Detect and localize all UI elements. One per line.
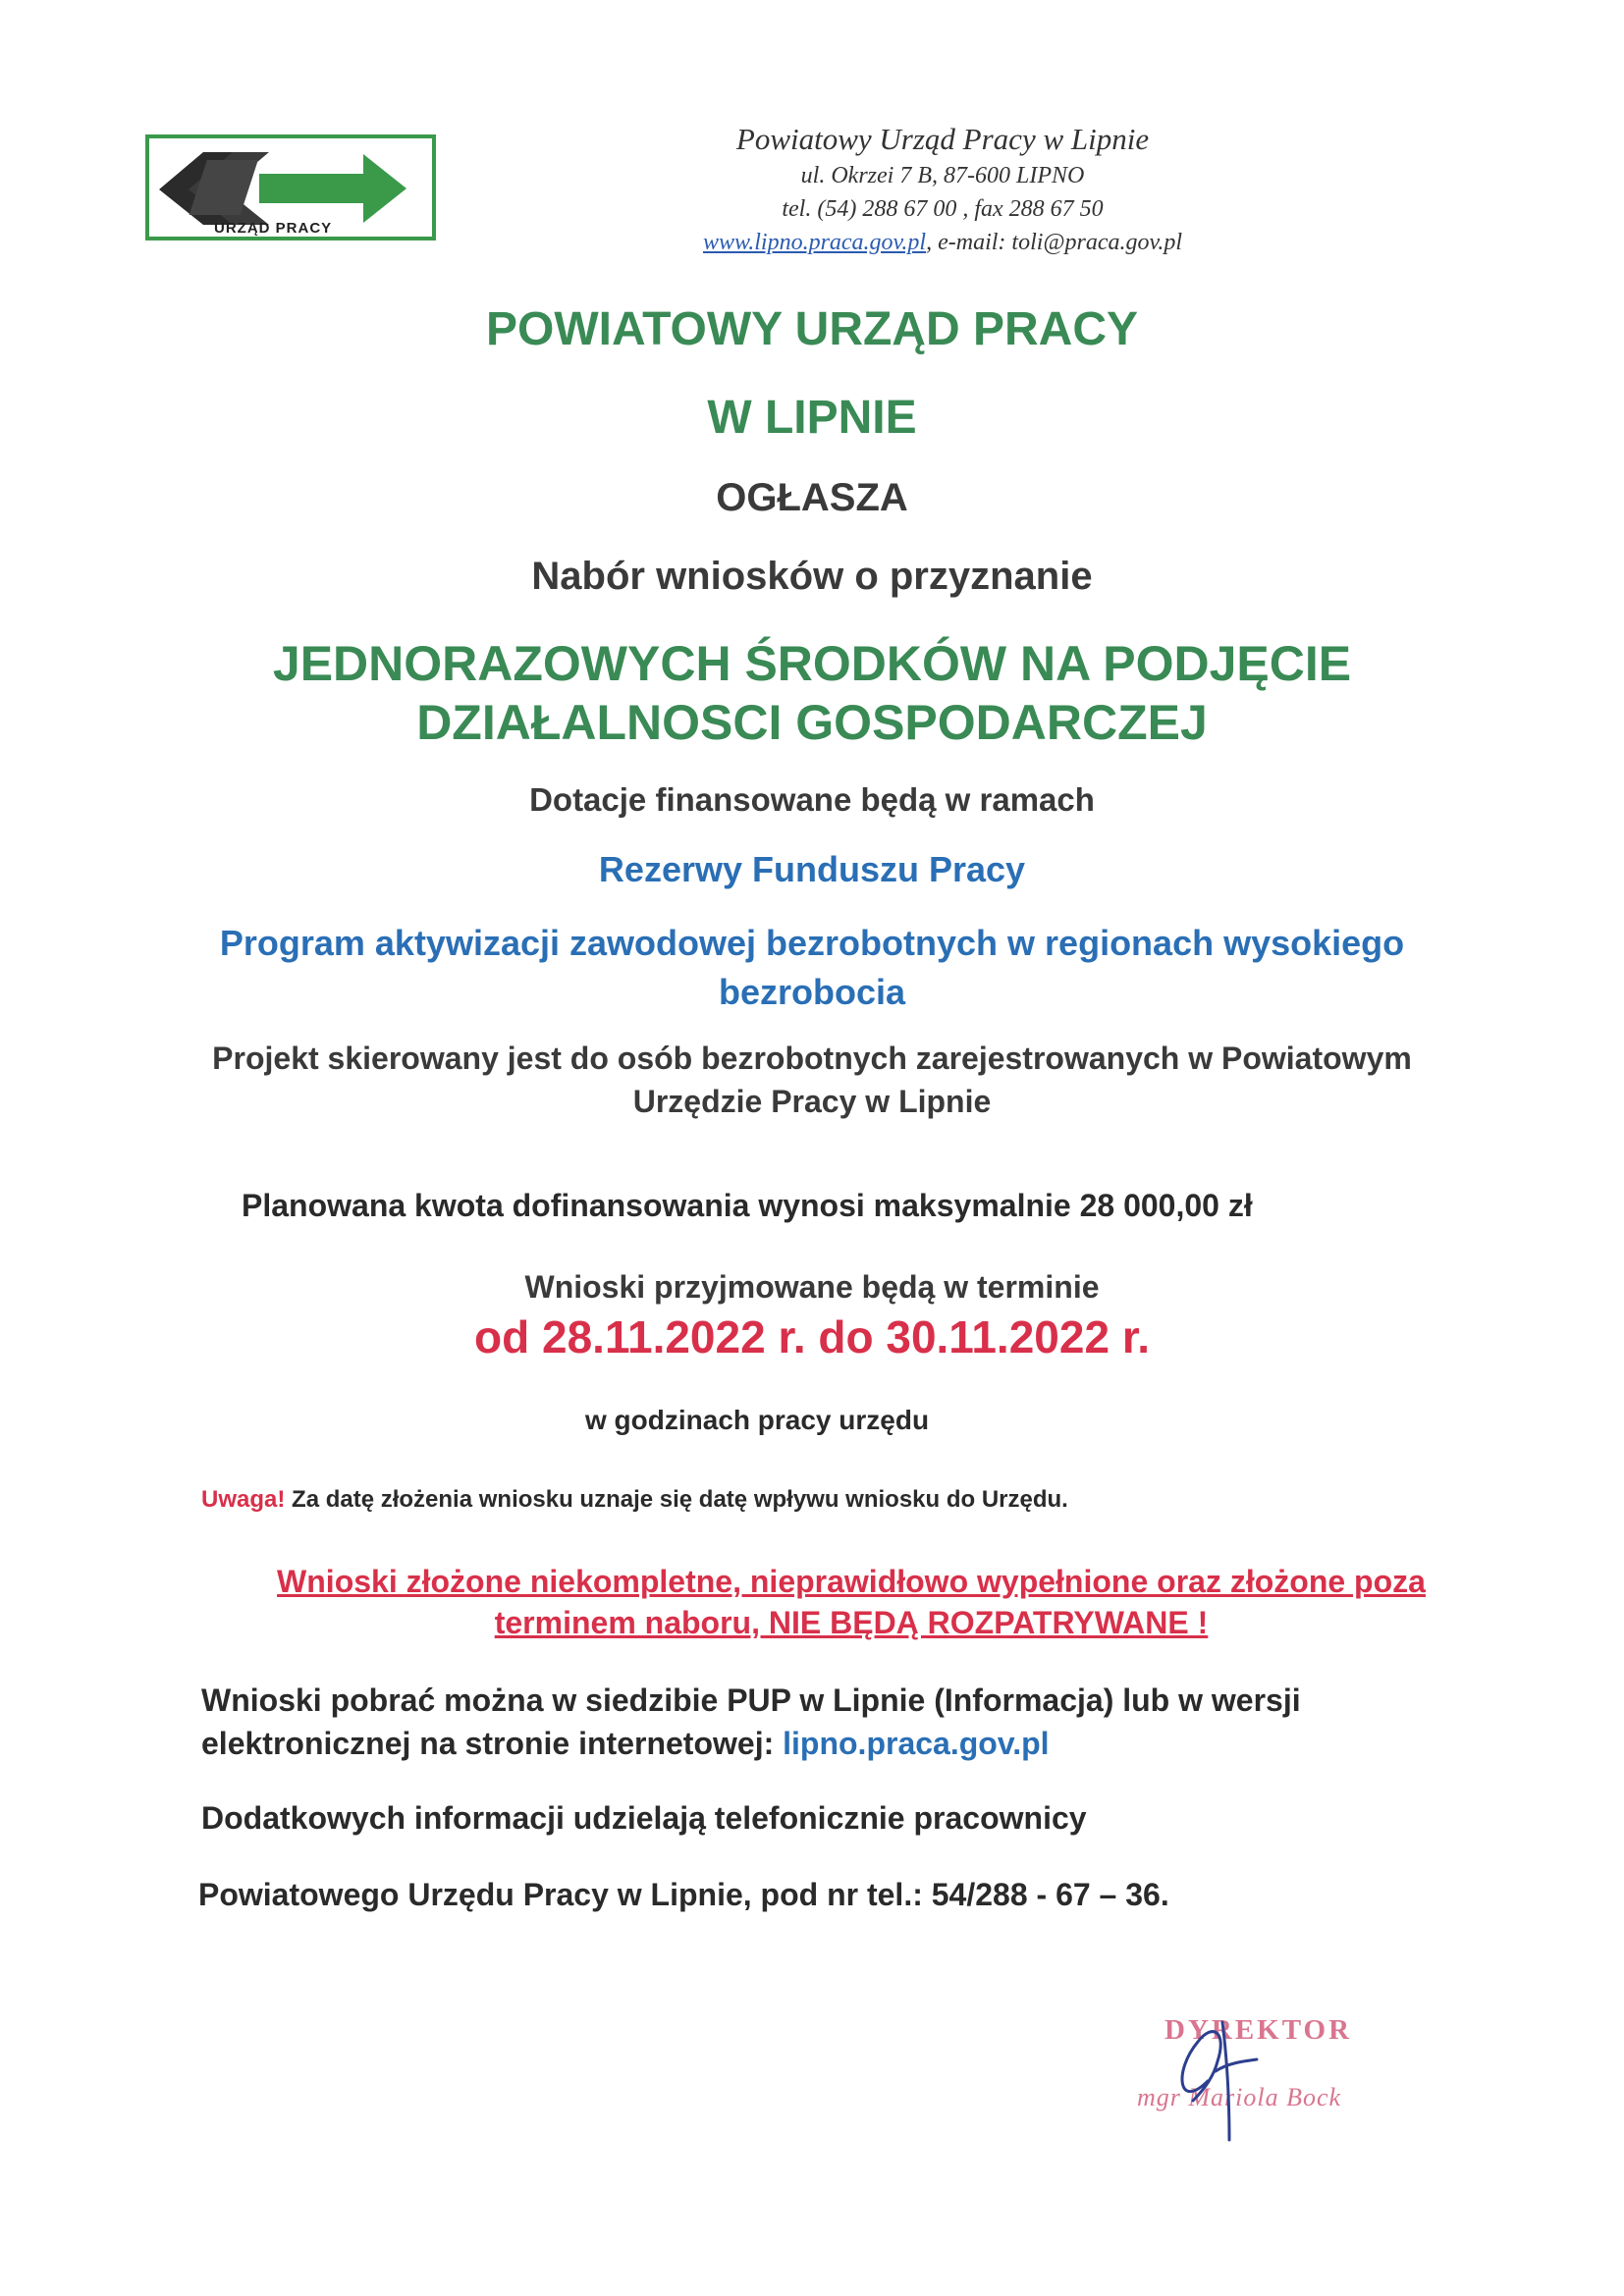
fund-name: Rezerwy Funduszu Pracy xyxy=(598,849,1026,889)
office-address: ul. Okrzei 7 B, 87-600 LIPNO xyxy=(800,163,1085,188)
office-hours: w godzinach pracy urzędu xyxy=(585,1405,930,1435)
target-line-1: Projekt skierowany jest do osób bezrobotnych zarejestrowanych w Powiatowym xyxy=(212,1041,1412,1076)
deadline-dates: od 28.11.2022 r. do 30.11.2022 r. xyxy=(474,1311,1150,1362)
office-name: Powiatowy Urząd Pracy w Lipnie xyxy=(735,122,1150,156)
note-text: Za datę złożenia wniosku uznaje się datę wpływu wniosku do Urzędu. xyxy=(285,1486,1068,1513)
rejection-warning xyxy=(39,1561,1624,1643)
download-line-2-text: elektronicznej na stronie internetowej: xyxy=(201,1726,784,1761)
warning-line-1: Wnioski złożone niekompletne, nieprawidłowo wypełnione oraz złożone poza xyxy=(277,1564,1426,1599)
funding-intro: Dotacje finansowane będą w ramach xyxy=(529,781,1095,818)
title-line-1: POWIATOWY URZĄD PRACY xyxy=(485,303,1138,355)
download-line-1: Wnioski pobrać można w siedzibie PUP w Lipnie (Informacja) lub w wersji xyxy=(201,1682,1301,1718)
subject-line-2: DZIAŁALNOSCI GOSPODARCZEJ xyxy=(416,695,1208,750)
title-line-2: W LIPNIE xyxy=(707,392,917,444)
program-line-2: bezrobocia xyxy=(718,972,906,1012)
stamp-title: DYREKTOR xyxy=(1164,2014,1353,2046)
office-email: , e-mail: toli@praca.gov.pl xyxy=(926,230,1183,255)
target-line-2: Urzędzie Pracy w Lipnie xyxy=(632,1084,992,1119)
contact-line-2: Powiatowego Urzędu Pracy w Lipnie, pod nr tel.: 54/288 - 67 – 36. xyxy=(198,1877,1169,1912)
stamp-name: mgr Mariola Bock xyxy=(1137,2083,1342,2111)
note-label: Uwaga! xyxy=(201,1486,286,1513)
subject-heading xyxy=(0,634,1624,752)
office-contact-line xyxy=(628,226,1257,259)
target-group xyxy=(0,1037,1624,1123)
funding-amount: Planowana kwota dofinansowania wynosi maksymalnie 28 000,00 zł xyxy=(242,1188,1253,1223)
letterhead xyxy=(628,120,1257,259)
office-phone-fax: tel. (54) 288 67 00 , fax 288 67 50 xyxy=(782,196,1104,222)
logo-text: URZĄD PRACY xyxy=(214,220,333,237)
note xyxy=(201,1486,1068,1514)
program-name xyxy=(0,919,1624,1017)
contact-line-1: Dodatkowych informacji udzielają telefonicznie pracownicy xyxy=(201,1800,1087,1836)
office-website-link[interactable]: www.lipno.praca.gov.pl xyxy=(702,230,927,255)
download-site-link[interactable]: lipno.praca.gov.pl xyxy=(783,1726,1050,1761)
download-info xyxy=(201,1679,1478,1765)
deadline-intro: Wnioski przyjmowane będą w terminie xyxy=(524,1269,1100,1305)
warning-line-2: terminem naboru, NIE BĘDĄ ROZPATRYWANE ! xyxy=(494,1605,1209,1640)
intro-heading: Nabór wniosków o przyznanie xyxy=(531,555,1093,598)
urzad-pracy-logo xyxy=(145,134,436,240)
handwritten-signature xyxy=(1168,2002,1286,2150)
announces-heading: OGŁASZA xyxy=(716,476,908,519)
subject-line-1: JEDNORAZOWYCH ŚRODKÓW NA PODJĘCIE xyxy=(272,636,1352,691)
download-line-2 xyxy=(201,1722,1478,1765)
program-line-1: Program aktywizacji zawodowej bezrobotnych w regionach wysokiego xyxy=(219,923,1405,963)
